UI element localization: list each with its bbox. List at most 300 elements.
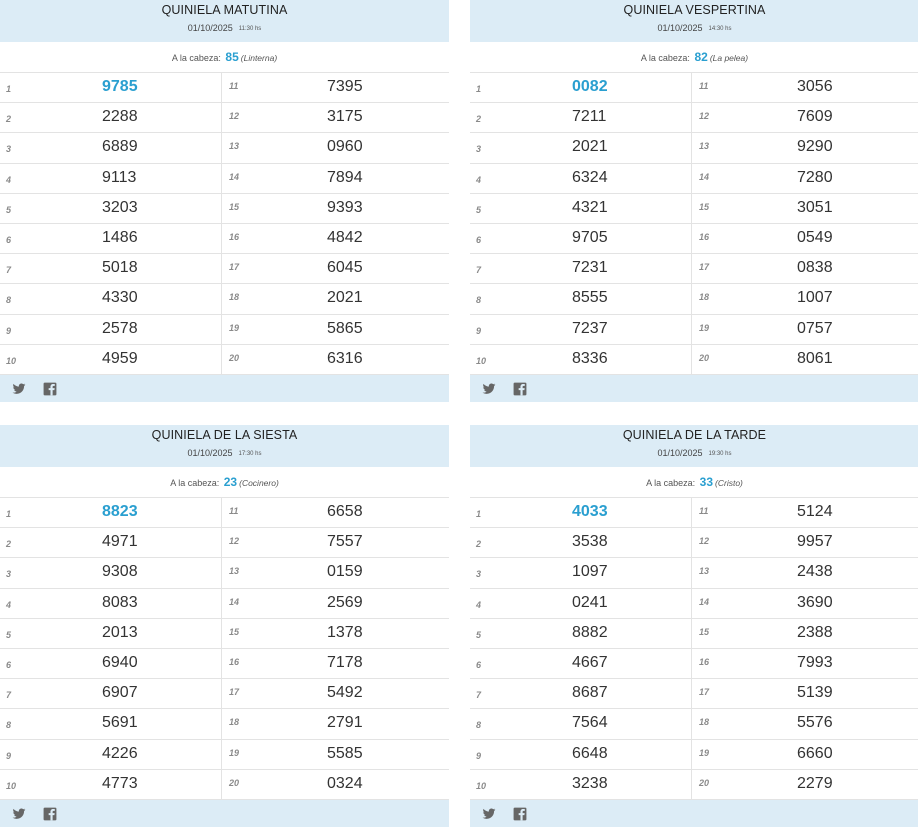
result-row (692, 679, 918, 709)
result-row (222, 315, 449, 345)
result-number: 7993 (797, 653, 833, 671)
result-row (222, 679, 449, 709)
result-number: 2013 (102, 623, 138, 641)
result-row (692, 589, 918, 619)
results-column-right (692, 73, 918, 375)
result-row (222, 498, 449, 528)
result-row (0, 345, 221, 375)
result-position: 16 (229, 231, 240, 242)
result-number: 9113 (102, 168, 137, 186)
result-row (692, 619, 918, 649)
result-number: 5576 (797, 714, 833, 732)
cabeza-number: 82 (694, 50, 708, 64)
result-number: 7211 (572, 108, 607, 126)
result-row (692, 284, 918, 314)
result-number: 0082 (572, 78, 608, 95)
result-row (0, 558, 221, 588)
result-row (470, 254, 691, 284)
result-row (222, 224, 449, 254)
result-position: 1 (476, 84, 482, 94)
card-time: 14:30 hs (708, 26, 732, 32)
card-date: 01/10/2025 (187, 23, 233, 33)
quiniela-card (470, 425, 918, 827)
result-number: 6316 (327, 349, 363, 367)
result-number: 0549 (797, 228, 833, 246)
results-grid (470, 498, 918, 800)
result-position: 10 (476, 780, 487, 791)
result-position: 11 (699, 81, 709, 91)
card-header (470, 0, 918, 42)
cabeza-meaning: (Cristo) (715, 478, 743, 488)
result-row (222, 770, 449, 800)
result-row (692, 315, 918, 345)
result-row (692, 345, 918, 375)
result-number: 7280 (797, 168, 833, 186)
card-date-line (470, 448, 918, 458)
result-position: 15 (699, 201, 710, 212)
result-number: 4321 (572, 198, 608, 216)
result-position: 13 (229, 141, 240, 152)
result-position: 4 (6, 599, 12, 610)
quiniela-card (470, 0, 918, 402)
result-row (692, 770, 918, 800)
result-row (222, 164, 449, 194)
result-row (222, 284, 449, 314)
result-row (692, 103, 918, 133)
result-number: 7395 (327, 78, 363, 95)
result-row (222, 133, 449, 163)
result-row (470, 679, 691, 709)
facebook-icon[interactable] (513, 382, 527, 396)
result-position: 18 (229, 292, 240, 303)
result-position: 11 (699, 506, 709, 516)
result-position: 8 (6, 720, 12, 731)
result-number: 2438 (797, 563, 833, 581)
share-bar (470, 375, 918, 402)
result-number: 6324 (572, 168, 608, 186)
result-position: 7 (476, 265, 482, 276)
result-row (0, 133, 221, 163)
twitter-icon[interactable] (12, 382, 26, 396)
result-row (222, 619, 449, 649)
result-row (222, 103, 449, 133)
result-row (0, 315, 221, 345)
card-date: 01/10/2025 (657, 448, 703, 458)
result-row (470, 164, 691, 194)
result-number: 5691 (102, 714, 138, 732)
result-row (222, 709, 449, 739)
results-column-left (470, 73, 692, 375)
result-number: 0960 (327, 138, 363, 156)
result-number: 4330 (102, 289, 138, 307)
result-position: 17 (229, 262, 240, 273)
result-row (692, 254, 918, 284)
result-number: 1378 (327, 623, 363, 641)
result-number: 4971 (102, 533, 138, 551)
result-number: 3538 (572, 533, 608, 551)
result-row (692, 164, 918, 194)
card-header (0, 0, 449, 42)
result-row (0, 498, 221, 528)
results-column-left (470, 498, 692, 800)
cabeza-meaning: (La pelea) (709, 53, 749, 63)
result-position: 12 (229, 111, 240, 122)
result-row (470, 558, 691, 588)
result-number: 3056 (797, 78, 833, 95)
result-row (470, 284, 691, 314)
result-number: 4033 (572, 503, 608, 520)
result-row (470, 345, 691, 375)
result-position: 20 (699, 777, 710, 788)
result-position: 13 (699, 141, 710, 152)
result-number: 1007 (797, 289, 833, 307)
result-position: 4 (476, 599, 482, 610)
result-position: 18 (229, 717, 240, 728)
result-position: 9 (476, 325, 482, 336)
result-position: 12 (229, 536, 240, 547)
result-number: 1486 (102, 228, 138, 246)
result-position: 9 (6, 325, 12, 336)
result-number: 6907 (102, 684, 138, 702)
result-number: 6889 (102, 138, 138, 156)
result-row (222, 194, 449, 224)
result-number: 3238 (572, 774, 608, 792)
cabeza-number: 23 (223, 475, 238, 489)
result-position: 12 (699, 111, 710, 122)
result-row (470, 103, 691, 133)
result-row (692, 558, 918, 588)
result-position: 14 (229, 171, 240, 182)
results-grid (0, 498, 449, 800)
result-row (0, 224, 221, 254)
result-row (222, 528, 449, 558)
result-row (470, 315, 691, 345)
cabeza-number: 85 (225, 50, 239, 64)
results-column-left (0, 498, 222, 800)
result-position: 16 (699, 656, 710, 667)
cabeza-label: A la cabeza: (646, 478, 696, 488)
result-row (222, 345, 449, 375)
result-number: 2388 (797, 623, 833, 641)
results-column-right (692, 498, 918, 800)
result-position: 7 (6, 690, 12, 701)
result-position: 4 (476, 174, 482, 185)
result-number: 8823 (102, 503, 138, 520)
result-row (222, 589, 449, 619)
result-row (692, 73, 918, 103)
result-position: 11 (229, 81, 239, 91)
result-position: 6 (476, 234, 482, 245)
result-row (0, 649, 221, 679)
result-position: 13 (229, 566, 240, 577)
result-position: 10 (476, 355, 487, 366)
card-date: 01/10/2025 (187, 448, 233, 458)
cabeza-line (0, 467, 449, 498)
result-number: 5139 (797, 684, 833, 702)
result-number: 3690 (797, 593, 833, 611)
result-number: 2791 (327, 714, 363, 732)
result-number: 9393 (327, 198, 363, 216)
result-row (692, 498, 918, 528)
result-number: 9957 (797, 533, 833, 551)
result-row (470, 73, 691, 103)
quiniela-card (0, 0, 449, 402)
result-number: 0324 (327, 774, 363, 792)
result-position: 14 (699, 596, 710, 607)
result-number: 8336 (572, 349, 608, 367)
result-number: 7609 (797, 108, 833, 126)
result-row (0, 589, 221, 619)
result-position: 3 (6, 144, 12, 155)
result-row (222, 73, 449, 103)
results-grid (0, 73, 449, 375)
result-number: 0838 (797, 259, 833, 277)
result-position: 20 (229, 352, 240, 363)
card-title: QUINIELA VESPERTINA (623, 3, 766, 17)
result-position: 9 (476, 750, 482, 761)
result-number: 2021 (327, 289, 363, 307)
result-number: 0159 (327, 563, 363, 581)
result-position: 6 (6, 659, 12, 670)
cabeza-line (0, 42, 449, 73)
result-position: 11 (229, 506, 239, 516)
result-position: 19 (699, 747, 710, 758)
result-number: 7178 (327, 653, 363, 671)
result-position: 5 (6, 204, 12, 215)
result-number: 4667 (572, 653, 608, 671)
result-row (692, 709, 918, 739)
result-number: 2288 (102, 108, 138, 126)
result-number: 5018 (102, 259, 138, 277)
result-row (0, 164, 221, 194)
result-position: 1 (6, 509, 12, 519)
card-date: 01/10/2025 (657, 23, 703, 33)
result-position: 15 (229, 201, 240, 212)
card-date-line (0, 448, 449, 458)
result-position: 8 (6, 295, 12, 306)
result-row (470, 498, 691, 528)
cabeza-label: A la cabeza: (171, 53, 221, 63)
result-position: 17 (699, 687, 710, 698)
result-position: 7 (6, 265, 12, 276)
result-row (692, 649, 918, 679)
result-position: 2 (476, 539, 482, 550)
result-position: 19 (699, 322, 710, 333)
result-number: 3203 (102, 198, 138, 216)
card-title: QUINIELA DE LA SIESTA (151, 428, 298, 442)
result-row (0, 679, 221, 709)
result-row (470, 770, 691, 800)
result-position: 16 (699, 231, 710, 242)
result-position: 1 (476, 509, 482, 519)
result-position: 2 (6, 114, 12, 125)
result-number: 8083 (102, 593, 138, 611)
result-number: 9785 (102, 78, 138, 95)
result-position: 17 (699, 262, 710, 273)
result-number: 5865 (327, 319, 363, 337)
result-position: 5 (476, 629, 482, 640)
result-position: 5 (476, 204, 482, 215)
result-number: 0241 (572, 593, 608, 611)
result-row (0, 709, 221, 739)
result-number: 6940 (102, 653, 138, 671)
twitter-icon[interactable] (482, 382, 496, 396)
result-number: 7557 (327, 533, 363, 551)
twitter-icon[interactable] (482, 807, 496, 821)
results-column-right (222, 73, 449, 375)
result-number: 6648 (572, 744, 608, 762)
facebook-icon[interactable] (43, 382, 57, 396)
result-number: 7231 (572, 259, 608, 277)
result-position: 3 (476, 569, 482, 580)
card-title: QUINIELA DE LA TARDE (622, 428, 767, 442)
quiniela-card (0, 425, 449, 827)
result-row (470, 619, 691, 649)
result-number: 5585 (327, 744, 363, 762)
cabeza-meaning: (Linterna) (240, 53, 278, 63)
result-position: 19 (229, 747, 240, 758)
result-position: 4 (6, 174, 12, 185)
result-row (0, 254, 221, 284)
result-row (470, 528, 691, 558)
result-number: 6660 (797, 744, 833, 762)
result-position: 2 (6, 539, 12, 550)
result-number: 7564 (572, 714, 608, 732)
result-position: 8 (476, 295, 482, 306)
result-position: 12 (699, 536, 710, 547)
cabeza-line (470, 42, 918, 73)
result-number: 5124 (797, 503, 833, 520)
result-row (0, 73, 221, 103)
result-row (222, 558, 449, 588)
result-position: 3 (6, 569, 12, 580)
cabeza-number: 33 (699, 475, 714, 489)
result-number: 6658 (327, 503, 363, 520)
results-column-left (0, 73, 222, 375)
card-time: 19:30 hs (708, 451, 732, 457)
result-position: 20 (699, 352, 710, 363)
result-row (470, 589, 691, 619)
cabeza-label: A la cabeza: (640, 53, 690, 63)
result-position: 9 (6, 750, 12, 761)
result-number: 7894 (327, 168, 363, 186)
result-row (692, 194, 918, 224)
result-number: 8687 (572, 684, 608, 702)
result-position: 16 (229, 656, 240, 667)
card-title: QUINIELA MATUTINA (161, 3, 288, 17)
result-position: 10 (6, 355, 17, 366)
result-number: 8555 (572, 289, 608, 307)
result-row (222, 740, 449, 770)
card-header (470, 425, 918, 467)
result-position: 8 (476, 720, 482, 731)
result-number: 1097 (572, 563, 608, 581)
result-position: 13 (699, 566, 710, 577)
result-number: 0757 (797, 319, 833, 337)
result-position: 20 (229, 777, 240, 788)
result-row (0, 528, 221, 558)
result-number: 4226 (102, 744, 138, 762)
twitter-icon[interactable] (12, 807, 26, 821)
result-row (0, 103, 221, 133)
card-time: 11:30 hs (238, 26, 262, 32)
cabeza-meaning: (Cocinero) (239, 478, 279, 488)
result-number: 9705 (572, 228, 608, 246)
result-row (470, 740, 691, 770)
result-position: 19 (229, 322, 240, 333)
result-row (222, 649, 449, 679)
share-bar (470, 800, 918, 827)
card-time: 17:30 hs (238, 451, 262, 457)
result-row (692, 740, 918, 770)
result-position: 15 (699, 626, 710, 637)
result-position: 18 (699, 717, 710, 728)
results-column-right (222, 498, 449, 800)
result-number: 4773 (102, 774, 138, 792)
result-position: 6 (6, 234, 12, 245)
result-row (0, 284, 221, 314)
result-number: 6045 (327, 259, 363, 277)
result-number: 3051 (797, 198, 833, 216)
result-number: 4842 (327, 228, 363, 246)
result-number: 5492 (327, 684, 363, 702)
cabeza-line (470, 467, 918, 498)
card-date-line (470, 23, 918, 33)
result-number: 2021 (572, 138, 608, 156)
result-position: 6 (476, 659, 482, 670)
result-position: 3 (476, 144, 482, 155)
result-position: 15 (229, 626, 240, 637)
result-row (0, 740, 221, 770)
result-row (692, 528, 918, 558)
facebook-icon[interactable] (513, 807, 527, 821)
result-position: 10 (6, 780, 17, 791)
result-position: 5 (6, 629, 12, 640)
result-position: 1 (6, 84, 12, 94)
results-grid (470, 73, 918, 375)
result-number: 2279 (797, 774, 833, 792)
share-bar (0, 375, 449, 402)
result-row (470, 224, 691, 254)
result-position: 17 (229, 687, 240, 698)
result-number: 9290 (797, 138, 833, 156)
result-number: 8882 (572, 623, 608, 641)
result-row (0, 619, 221, 649)
result-row (470, 194, 691, 224)
result-number: 7237 (572, 319, 608, 337)
card-date-line (0, 23, 449, 33)
result-number: 8061 (797, 349, 833, 367)
result-number: 9308 (102, 563, 138, 581)
result-row (692, 133, 918, 163)
result-position: 7 (476, 690, 482, 701)
result-position: 14 (699, 171, 710, 182)
result-row (0, 770, 221, 800)
card-header (0, 425, 449, 467)
result-row (222, 254, 449, 284)
result-row (470, 709, 691, 739)
result-position: 18 (699, 292, 710, 303)
result-position: 2 (476, 114, 482, 125)
result-row (470, 649, 691, 679)
result-number: 3175 (327, 108, 363, 126)
result-row (0, 194, 221, 224)
facebook-icon[interactable] (43, 807, 57, 821)
cabeza-label: A la cabeza: (170, 478, 220, 488)
share-bar (0, 800, 449, 827)
result-number: 2578 (102, 319, 138, 337)
result-row (692, 224, 918, 254)
